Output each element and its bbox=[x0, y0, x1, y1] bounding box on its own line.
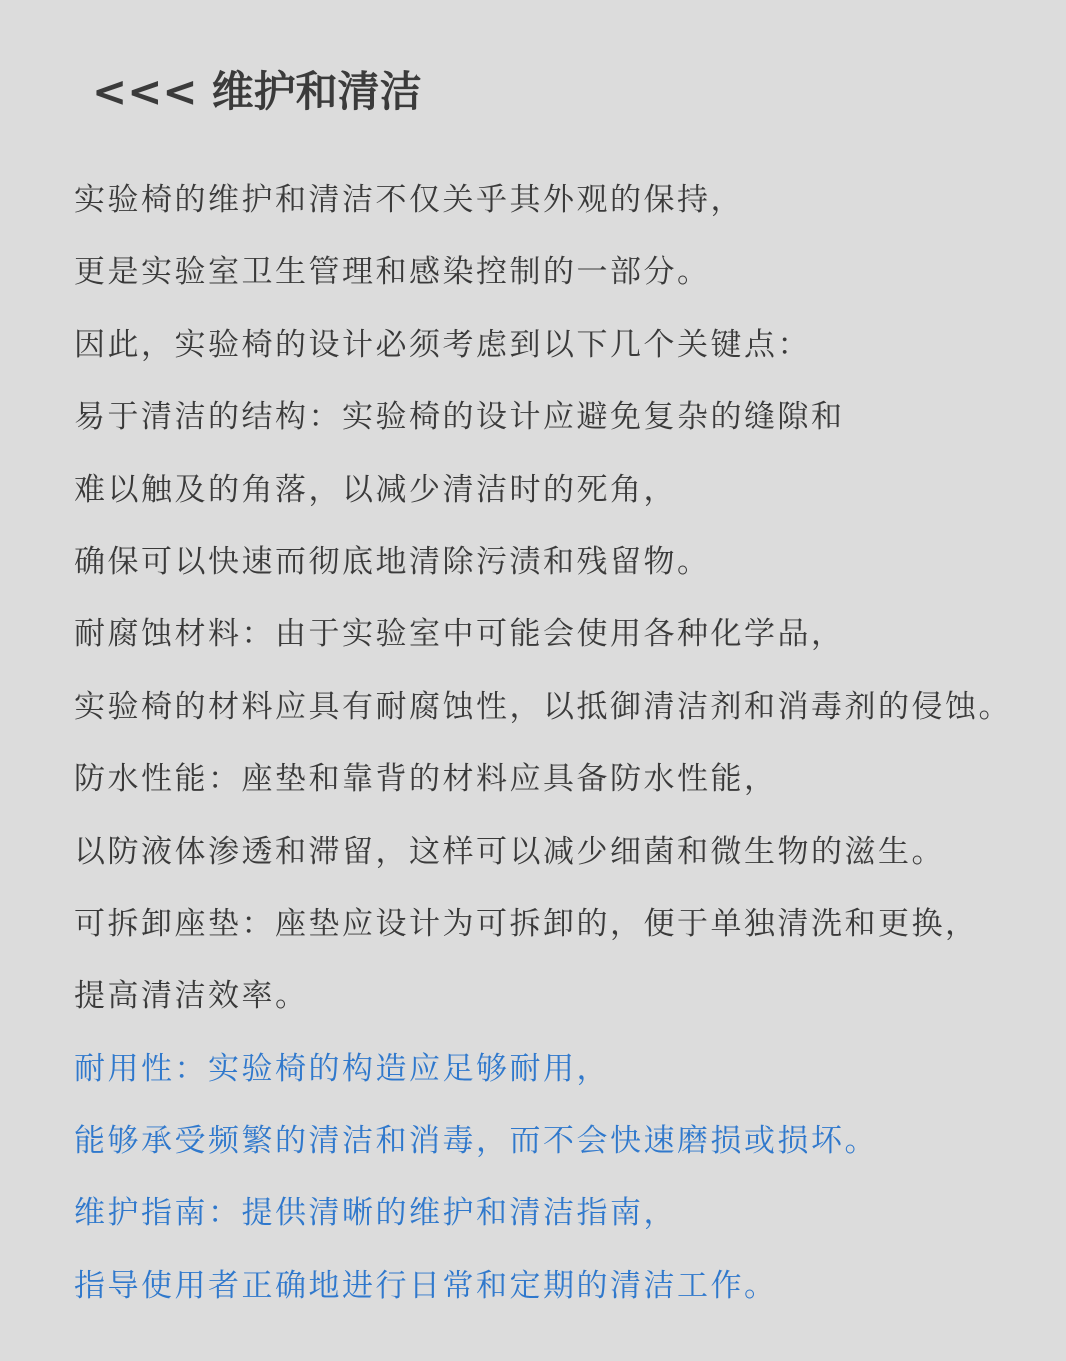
text-line: 以防液体渗透和滞留，这样可以减少细菌和微生物的滋生。 bbox=[74, 833, 945, 870]
text-line: 防水性能：座垫和靠背的材料应具备防水性能， bbox=[74, 761, 778, 798]
highlighted-text-line: 耐用性：实验椅的构造应足够耐用， bbox=[74, 1050, 610, 1087]
highlighted-text-line: 指导使用者正确地进行日常和定期的清洁工作。 bbox=[74, 1267, 778, 1304]
text-line: 实验椅的材料应具有耐腐蚀性，以抵御清洁剂和消毒剂的侵蚀。 bbox=[74, 688, 1012, 725]
section-heading bbox=[92, 62, 422, 122]
text-line: 提高清洁效率。 bbox=[74, 978, 309, 1015]
text-line: 因此，实验椅的设计必须考虑到以下几个关键点： bbox=[74, 326, 811, 363]
text-line: 实验椅的维护和清洁不仅关乎其外观的保持， bbox=[74, 182, 744, 218]
text-line: 难以触及的角落，以减少清洁时的死角， bbox=[74, 471, 677, 508]
text-line: 更是实验室卫生管理和感染控制的一部分。 bbox=[74, 254, 711, 291]
body-text bbox=[74, 164, 1059, 1322]
text-line: 易于清洁的结构：实验椅的设计应避免复杂的缝隙和 bbox=[74, 399, 845, 436]
highlighted-text-line: 能够承受频繁的清洁和消毒，而不会快速磨损或损坏。 bbox=[74, 1123, 878, 1160]
text-line: 可拆卸座垫：座垫应设计为可拆卸的，便于单独清洗和更换， bbox=[74, 905, 979, 942]
text-line: 确保可以快速而彻底地清除污渍和残留物。 bbox=[74, 543, 711, 580]
heading-arrows: <<< bbox=[92, 67, 198, 116]
highlighted-text-line: 维护指南：提供清晰的维护和清洁指南， bbox=[74, 1195, 677, 1232]
text-line: 耐腐蚀材料：由于实验室中可能会使用各种化学品， bbox=[74, 616, 845, 653]
heading-title: 维护和清洁 bbox=[211, 67, 422, 116]
